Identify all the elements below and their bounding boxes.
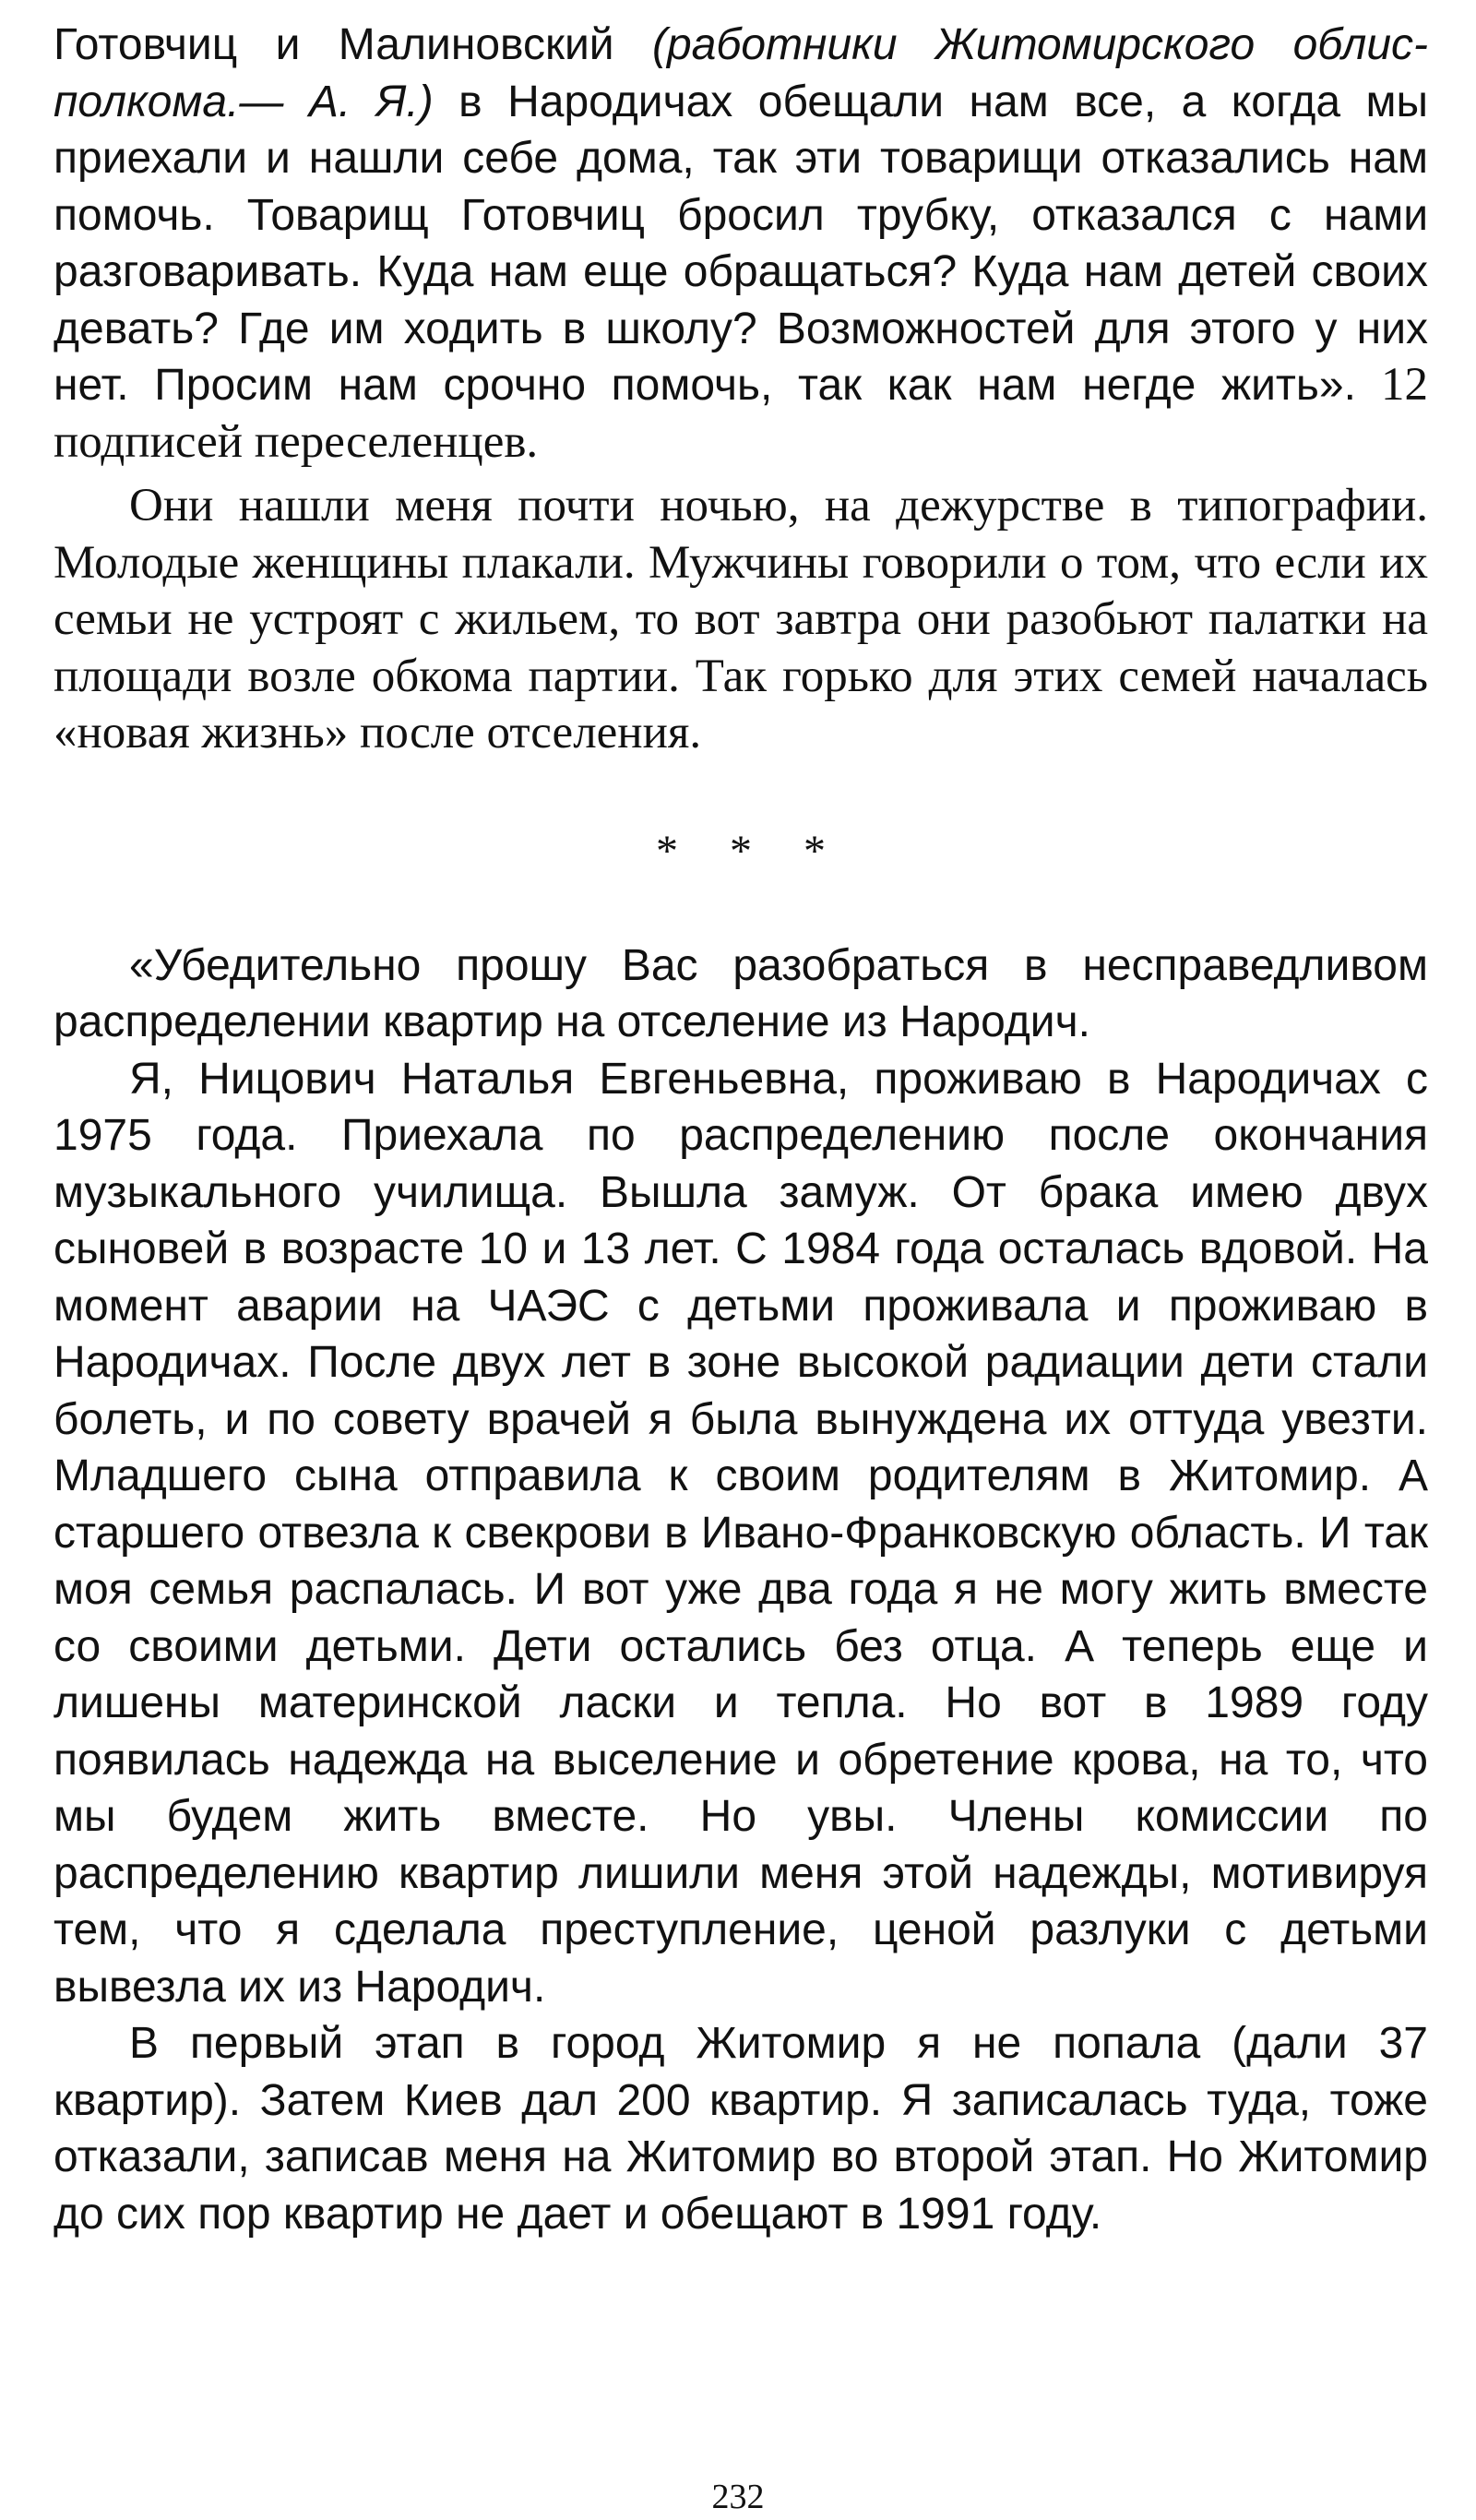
- paragraph-letter-ending: В первый этап в город Житомир я не попала (дали 37 квартир). Затем Киев дал 200 квартир. Я записалась туда, тоже отказали, записав меня на Житомир во второй этап. Но Житомир до сих пор квартир не дает и обещают в 1991 году.: [54, 2019, 1428, 2239]
- paragraph-author-narration: Они нашли меня почти ночью, на дежурстве в типографии. Молодые женщины плакали. Мужчины говорили о том, что если их семьи не устроят с жильем, то вот завтра они разобьют палатки на площади возле обкома партии. Так горько для этих семей началась «новая жизнь» после отселения.: [54, 480, 1428, 758]
- section-separator: * * *: [656, 826, 846, 876]
- paragraph-letter-body: Я, Ницович Наталья Евгеньевна, проживаю в Народичах с 1975 года. Приехала по распределению после окончания музыкального училища. Вышла замуж. От брака имею двух сыновей в возрасте 10 и 13 лет. С 1984 года осталась вдовой. На момент аварии на ЧАЭС с детьми проживала и проживаю в Народичах. После двух лет в зоне высокой радиации дети стали болеть, и по совету врачей я была вынуждена их оттуда увезти. Младшего сына отправила к своим родителям в Житомир. А старшего отвезла к свекрови в Ивано-Франковскую область. И так моя семья распалась. И вот уже два года я не могу жить вместе со своими детьми. Дети остались без отца. А теперь еще и лишены материнской ласки и тепла. Но вот в 1989 году появилась надежда на выселение и обретение крова, на то, что мы будем жить вместе. Но увы. Члены комиссии по распределению квартир лишили меня этой надежды, мотивируя тем, что я сделала преступление, ценой разлуки с детьми вывезла их из Народич.: [54, 1054, 1428, 2012]
- editor-note: (работники Житомирского облисполкома.— А. Я.): [54, 20, 1429, 126]
- page-number: 232: [711, 2478, 765, 2516]
- paragraph-letter-opening: «Убедительно прошу Вас разобраться в несправедливом распределении квартир на отселение из Народич.: [54, 940, 1428, 1046]
- paragraph-1-middle: в Народичах обещали нам все, а когда мы приехали и нашли себе дома, так эти товарищи отказались нам помочь. Товарищ Готовчиц бросил трубку, отказался с нами разговаривать. Куда нам еще обращаться? Куда нам детей своих девать? Где им ходить в школу? Возможностей для этого у них нет. Просим нам срочно помочь, так как нам негде жить».: [54, 77, 1429, 410]
- book-page: [54, 17, 1428, 2242]
- signatures-note: 12 подписей переселенцев.: [54, 359, 1429, 468]
- paragraph-1-start: Готовчиц и Малиновский: [54, 20, 652, 69]
- paragraph-letter-continuation: [54, 17, 1428, 471]
